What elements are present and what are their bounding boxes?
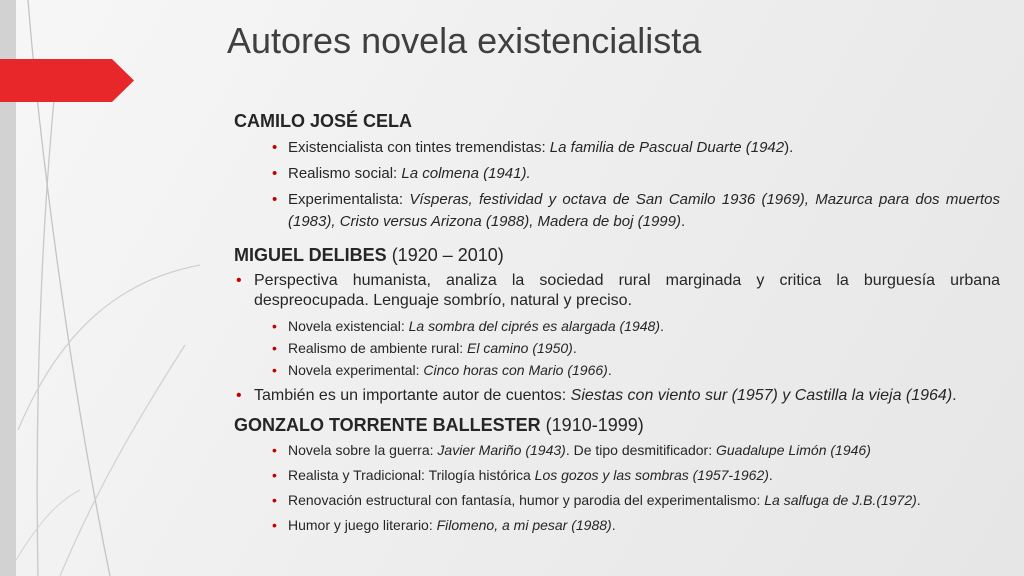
author-name: MIGUEL DELIBES	[234, 245, 387, 265]
work-list	[234, 137, 1000, 233]
author-years: (1920 – 2010)	[386, 245, 504, 265]
list-item: • Realismo de ambiente rural: El camino (1950).	[234, 337, 1000, 359]
author-heading	[234, 110, 1000, 132]
red-accent-tab	[0, 59, 134, 102]
list-item: • Realismo social: La colmena (1941).	[234, 163, 1000, 185]
list-item: • Novela sobre la guerra: Javier Mariño (1943). De tipo desmitificador: Guadalupe Limón (1946)	[234, 439, 1000, 461]
main-points	[234, 271, 1000, 311]
main-point: • También es un importante autor de cuentos: Siestas con viento sur (1957) y Castilla la vieja (1964).	[234, 386, 1000, 406]
author-name: CAMILO JOSÉ CELA	[234, 111, 413, 131]
list-item: • Novela experimental: Cinco horas con Mario (1966).	[234, 359, 1000, 381]
slide-title: Autores novela existencialista	[227, 20, 702, 61]
list-item: • Realista y Tradicional: Trilogía histórica Los gozos y las sombras (1957-1962).	[234, 464, 1000, 486]
author-years: (1910-1999)	[540, 415, 644, 435]
list-item: • Humor y juego literario: Filomeno, a mi pesar (1988).	[234, 514, 1000, 536]
slide-content	[234, 110, 1000, 536]
work-list	[234, 315, 1000, 381]
list-item: • Experimentalista: Vísperas, festividad y octava de San Camilo 1936 (1969), Mazurca para dos muertos (1983), Cristo versus Arizona (1988), Madera de boj (1999).	[234, 189, 1000, 233]
author-heading	[234, 414, 1000, 436]
list-item: • Existencialista con tintes tremendistas: La familia de Pascual Duarte (1942).	[234, 137, 1000, 159]
list-item: • Novela existencial: La sombra del ciprés es alargada (1948).	[234, 315, 1000, 337]
work-list	[234, 439, 1000, 536]
author-heading	[234, 244, 1000, 266]
list-item: • Renovación estructural con fantasía, humor y parodia del experimentalismo: La salfuga de J.B.(1972).	[234, 489, 1000, 511]
author-name: GONZALO TORRENTE BALLESTER	[234, 415, 541, 435]
main-points	[234, 386, 1000, 406]
main-point: • Perspectiva humanista, analiza la sociedad rural marginada y critica la burguesía urbana despreocupada. Lenguaje sombrío, natural y preciso.	[234, 271, 1000, 311]
